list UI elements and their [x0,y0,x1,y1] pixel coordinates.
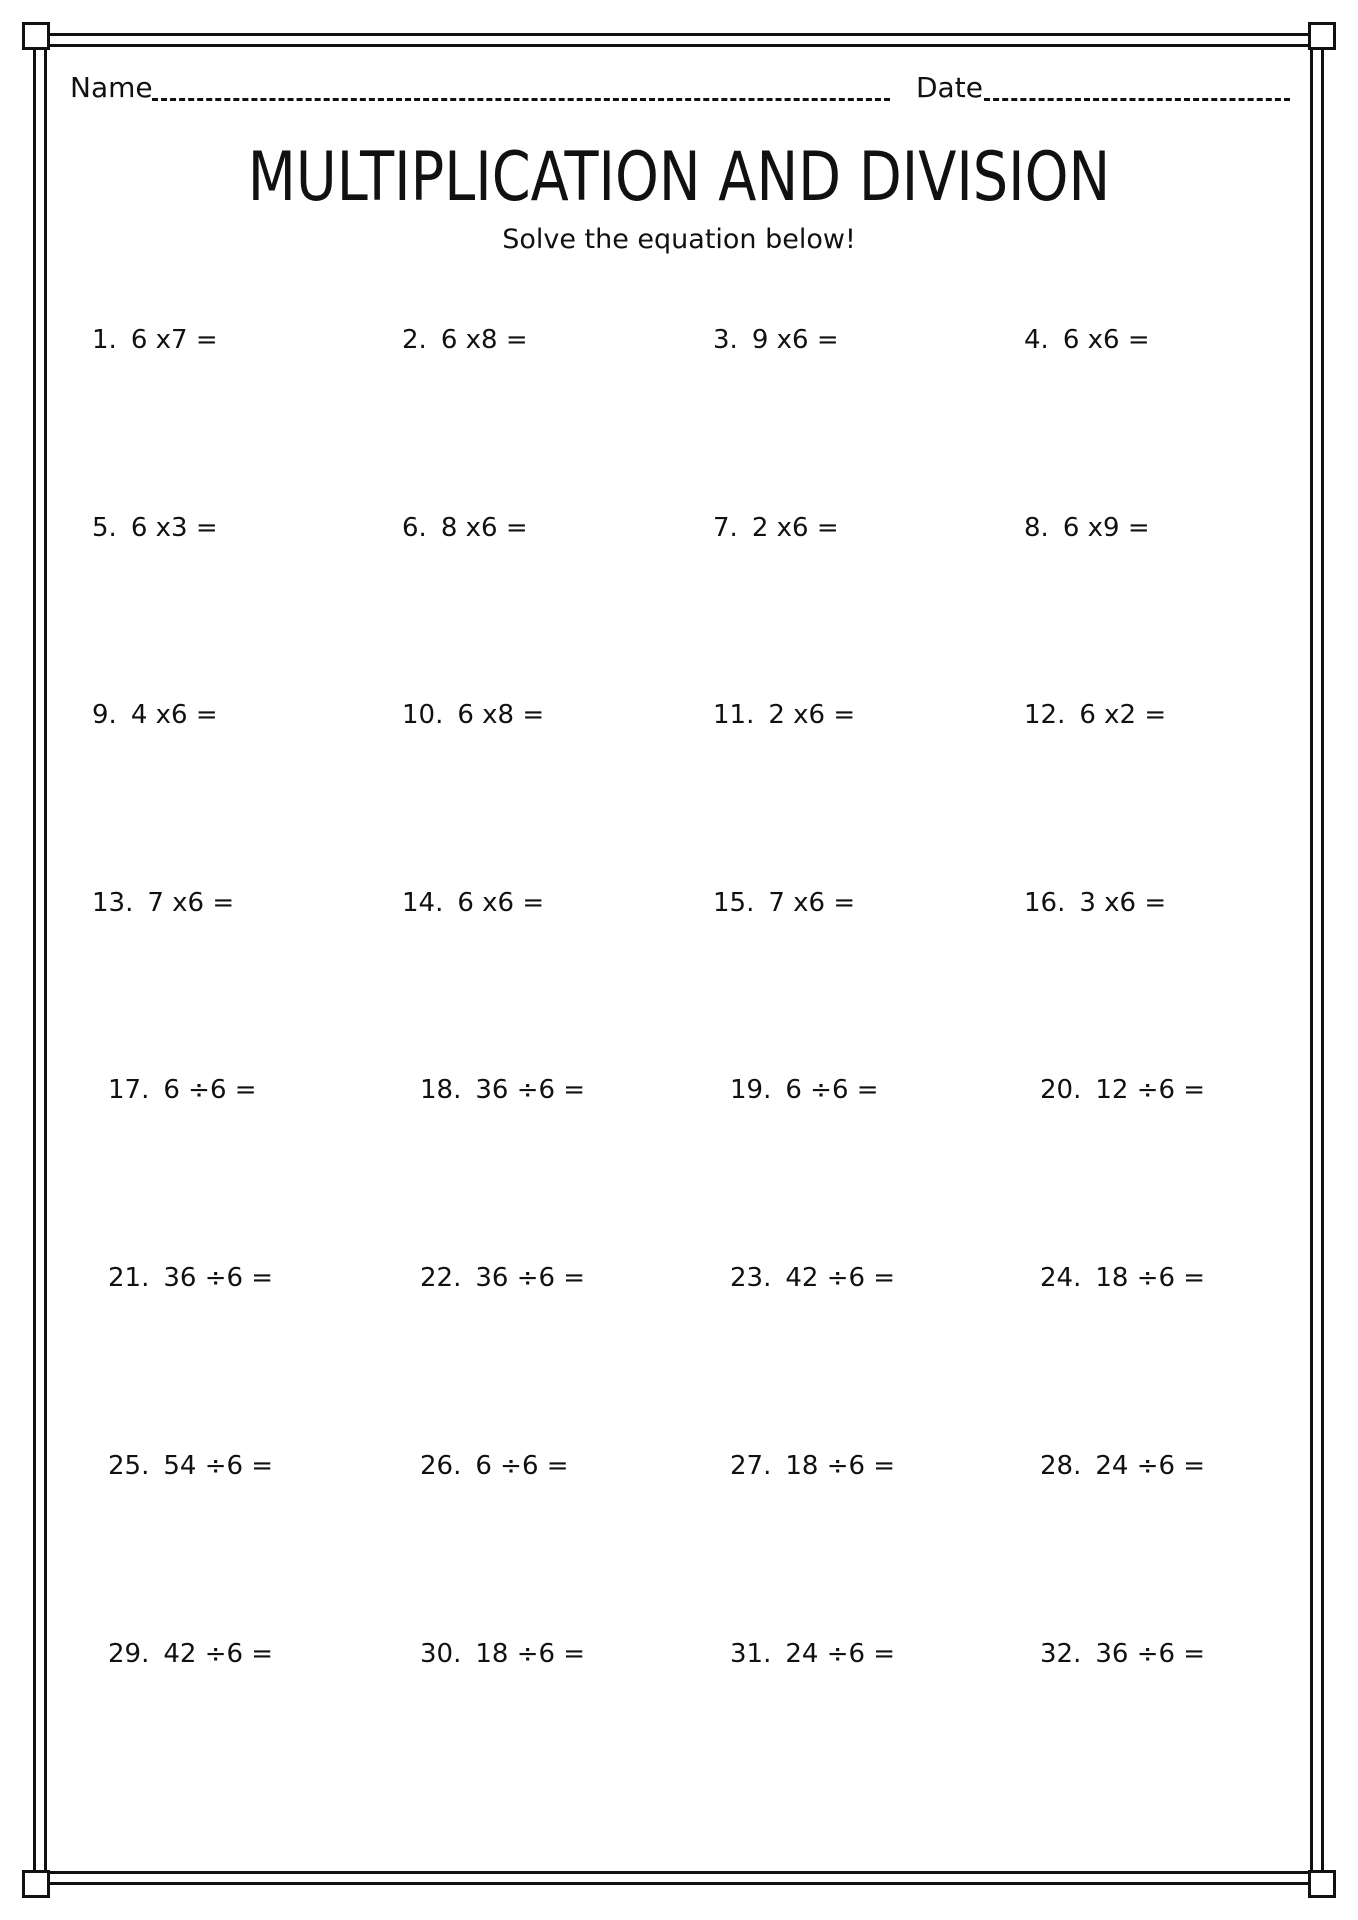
problem-number: 31. [730,1639,772,1669]
problem-number: 16. [1024,888,1066,918]
name-field[interactable] [152,98,890,101]
problem-number: 13. [92,888,134,918]
problem-equation: 9 x6 = [751,325,839,355]
problem-equation: 2 x6 = [768,700,856,730]
problem-item [1024,322,1304,358]
problem-item [420,1636,700,1672]
problem-number: 15. [713,888,755,918]
problem-equation: 6 ÷6 = [475,1451,569,1481]
problem-equation: 36 ÷6 = [1095,1639,1206,1669]
problem-equation: 3 x6 = [1079,888,1167,918]
problem-equation: 6 x8 = [457,700,545,730]
page-title: MULTIPLICATION AND DIVISION [247,138,1111,217]
problem-equation: 36 ÷6 = [475,1075,586,1105]
problem-item [713,697,993,733]
problem-number: 26. [420,1451,462,1481]
problem-equation: 12 ÷6 = [1095,1075,1206,1105]
problem-number: 3. [713,325,738,355]
problem-number: 10. [402,700,444,730]
problem-item [92,885,372,921]
corner-square-bottom-right [1308,1870,1336,1898]
problem-item [108,1260,388,1296]
problem-equation: 6 ÷6 = [785,1075,879,1105]
problem-item [1040,1260,1320,1296]
problem-number: 23. [730,1263,772,1293]
problem-item [713,510,993,546]
problem-item [730,1260,1010,1296]
problem-number: 18. [420,1075,462,1105]
date-label: Date [916,71,983,104]
problem-equation: 18 ÷6 = [1095,1263,1206,1293]
problem-item [108,1072,388,1108]
problem-number: 5. [92,513,117,543]
problem-number: 12. [1024,700,1066,730]
problem-item [730,1448,1010,1484]
problem-item [402,697,682,733]
problem-number: 21. [108,1263,150,1293]
problem-item [1024,697,1304,733]
problem-number: 28. [1040,1451,1082,1481]
problem-item [402,510,682,546]
problem-number: 29. [108,1639,150,1669]
problem-item [92,697,372,733]
problem-equation: 6 ÷6 = [163,1075,257,1105]
corner-square-top-right [1308,22,1336,50]
problem-number: 14. [402,888,444,918]
problem-number: 22. [420,1263,462,1293]
problem-item [402,322,682,358]
problem-item [1040,1636,1320,1672]
problem-equation: 54 ÷6 = [163,1451,274,1481]
problem-equation: 42 ÷6 = [785,1263,896,1293]
problem-equation: 6 x6 = [457,888,545,918]
problem-equation: 42 ÷6 = [163,1639,274,1669]
problem-equation: 7 x6 = [768,888,856,918]
problem-number: 4. [1024,325,1049,355]
problem-equation: 18 ÷6 = [475,1639,586,1669]
problem-number: 24. [1040,1263,1082,1293]
worksheet-header [70,68,1290,108]
problem-equation: 2 x6 = [751,513,839,543]
problem-equation: 24 ÷6 = [785,1639,896,1669]
problem-number: 20. [1040,1075,1082,1105]
date-field[interactable] [984,98,1290,101]
problem-equation: 6 x2 = [1079,700,1167,730]
problem-item [730,1072,1010,1108]
problem-item [108,1448,388,1484]
problem-equation: 6 x6 = [1062,325,1150,355]
problem-number: 7. [713,513,738,543]
page-subtitle: Solve the equation below! [502,224,856,255]
problem-equation: 6 x3 = [130,513,218,543]
problem-item [1040,1448,1320,1484]
problem-equation: 4 x6 = [130,700,218,730]
problem-item [713,322,993,358]
problem-item [1024,510,1304,546]
problem-equation: 8 x6 = [440,513,528,543]
problem-item [420,1448,700,1484]
problem-number: 8. [1024,513,1049,543]
problem-number: 11. [713,700,755,730]
problem-equation: 6 x8 = [440,325,528,355]
problem-item [713,885,993,921]
problem-item [420,1072,700,1108]
problem-equation: 7 x6 = [147,888,235,918]
problem-equation: 6 x9 = [1062,513,1150,543]
problem-number: 19. [730,1075,772,1105]
problem-item [108,1636,388,1672]
problem-number: 30. [420,1639,462,1669]
problem-item [92,510,372,546]
problem-item [730,1636,1010,1672]
problem-item [92,322,372,358]
problem-item [1024,885,1304,921]
name-label: Name [70,71,153,104]
problem-equation: 18 ÷6 = [785,1451,896,1481]
problem-number: 27. [730,1451,772,1481]
problem-item [1040,1072,1320,1108]
problem-equation: 36 ÷6 = [475,1263,586,1293]
problem-number: 32. [1040,1639,1082,1669]
problem-equation: 24 ÷6 = [1095,1451,1206,1481]
problem-equation: 6 x7 = [130,325,218,355]
problem-item [402,885,682,921]
page-border-inner [44,44,1313,1874]
problem-number: 2. [402,325,427,355]
problem-equation: 36 ÷6 = [163,1263,274,1293]
corner-square-top-left [22,22,50,50]
corner-square-bottom-left [22,1870,50,1898]
problem-number: 1. [92,325,117,355]
problem-number: 17. [108,1075,150,1105]
problem-number: 9. [92,700,117,730]
problem-item [420,1260,700,1296]
problem-number: 25. [108,1451,150,1481]
problem-number: 6. [402,513,427,543]
